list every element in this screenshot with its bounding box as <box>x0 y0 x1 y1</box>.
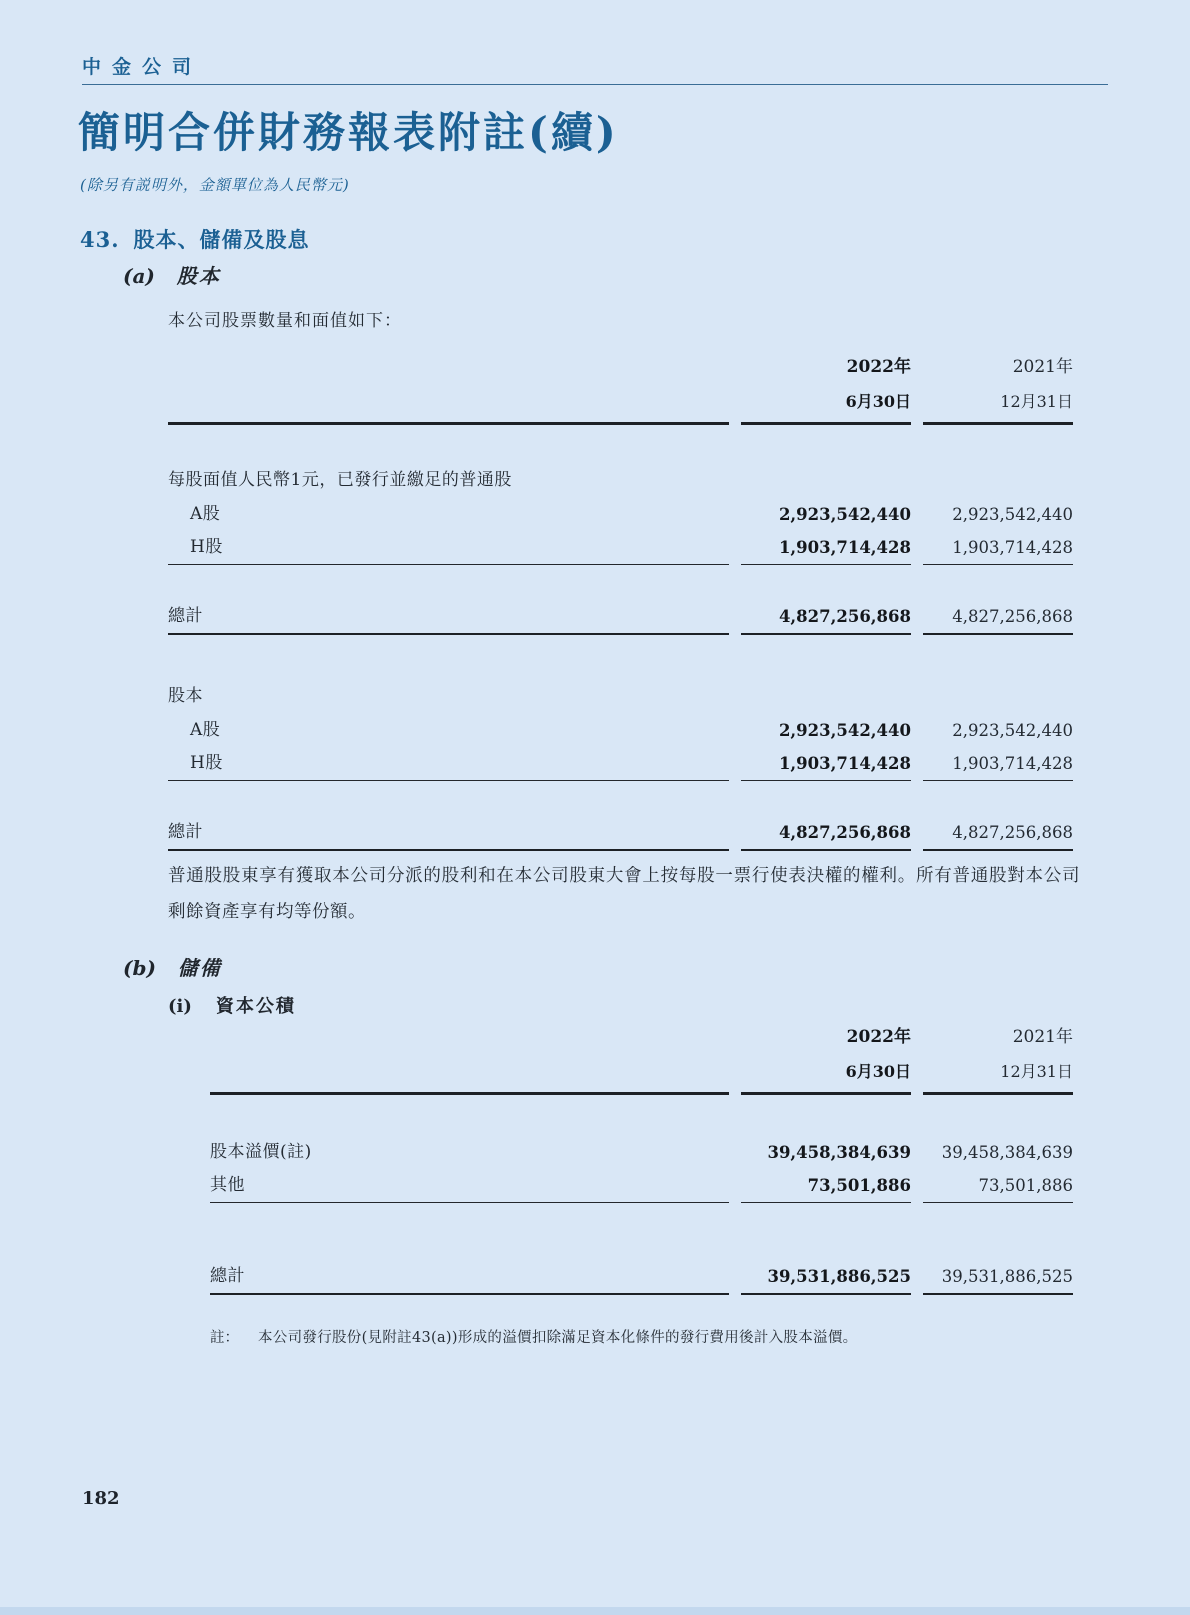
section-number: 43. <box>80 227 120 252</box>
row-value-2021 <box>923 706 1073 713</box>
row-value-2021: 4,827,256,868 <box>923 607 1073 635</box>
capital-reserve-table <box>210 1022 1073 1295</box>
table-spacer <box>210 1095 1073 1135</box>
table-row <box>168 713 1073 747</box>
row-label: 其他 <box>210 1170 729 1203</box>
table-row <box>168 497 1073 531</box>
row-value-2022: 1,903,714,428 <box>741 538 911 565</box>
row-label: A股 <box>190 720 221 740</box>
row-label: H股 <box>168 748 729 781</box>
header-2022-cell <box>741 352 911 425</box>
subsection-b-i-numeral: (i) <box>168 996 192 1017</box>
footnote-label: 註： <box>210 1330 239 1346</box>
date-2022-label: 6月30日 <box>845 392 911 411</box>
row-value-2022: 1,903,714,428 <box>741 754 911 781</box>
table-spacer <box>168 425 1073 463</box>
row-label: 總計 <box>168 817 729 851</box>
row-value-2021: 1,903,714,428 <box>923 538 1073 565</box>
total-row <box>168 601 1073 635</box>
section-title: 股本、儲備及股息 <box>133 227 310 252</box>
table-row <box>168 747 1073 781</box>
row-value-2022: 39,531,886,525 <box>741 1267 911 1295</box>
header-2022-cell <box>741 1022 911 1095</box>
page-number: 182 <box>82 1488 120 1509</box>
row-label: 總計 <box>210 1261 729 1295</box>
row-value-2021: 2,923,542,440 <box>952 505 1073 524</box>
row-value-2021: 73,501,886 <box>923 1176 1073 1203</box>
table-spacer <box>210 1203 1073 1261</box>
row-label: 股本溢價(註) <box>210 1142 312 1162</box>
date-2021-label: 12月31日 <box>1000 1062 1073 1081</box>
row-label: 股本 <box>168 686 203 706</box>
subsection-a-heading <box>123 260 221 289</box>
row-value-2021 <box>923 490 1073 497</box>
year-2021-label: 2021年 <box>1012 357 1073 377</box>
table-header-row <box>168 352 1073 425</box>
section-43-heading <box>80 224 310 254</box>
table-row <box>168 463 1073 497</box>
table-row <box>210 1135 1073 1169</box>
bottom-bar <box>0 1607 1190 1615</box>
subsection-a-letter: (a) <box>123 264 155 288</box>
row-value-2022: 73,501,886 <box>741 1176 911 1203</box>
row-value-2021: 4,827,256,868 <box>923 823 1073 851</box>
share-capital-table <box>168 352 1073 851</box>
row-value-2022: 2,923,542,440 <box>778 721 911 740</box>
year-2022-label: 2022年 <box>846 1027 911 1047</box>
year-2021-label: 2021年 <box>1012 1027 1073 1047</box>
share-capital-intro: 本公司股票數量和面值如下： <box>168 311 402 331</box>
table-header-row <box>210 1022 1073 1095</box>
date-2022-label: 6月30日 <box>845 1062 911 1081</box>
row-label: A股 <box>190 504 221 524</box>
row-label: 每股面值人民幣1元，已發行並繳足的普通股 <box>168 470 512 490</box>
page-title: 簡明合併財務報表附註(續) <box>78 108 619 157</box>
subsection-b-heading <box>123 952 222 981</box>
subsection-b-title: 儲備 <box>177 956 222 980</box>
table-spacer <box>168 565 1073 601</box>
footnote <box>210 1326 1090 1347</box>
row-label: H股 <box>168 532 729 565</box>
row-value-2022 <box>741 490 911 497</box>
company-name: 中金公司 <box>82 56 203 78</box>
header-2021-cell <box>923 1022 1073 1095</box>
subsection-b-i-heading <box>168 992 296 1018</box>
table-row <box>168 679 1073 713</box>
subsection-b-i-title: 資本公積 <box>215 996 296 1017</box>
subsection-b-letter: (b) <box>123 956 156 980</box>
header-label-cell <box>168 412 729 425</box>
row-value-2022 <box>741 706 911 713</box>
date-2021-label: 12月31日 <box>1000 392 1073 411</box>
page-subtitle: (除另有説明外，金額單位為人民幣元) <box>80 176 350 194</box>
row-value-2021: 39,531,886,525 <box>923 1267 1073 1295</box>
subsection-a-title: 股本 <box>176 264 221 288</box>
table-row <box>210 1169 1073 1203</box>
row-value-2022: 4,827,256,868 <box>741 607 911 635</box>
total-row <box>210 1261 1073 1295</box>
row-value-2021: 39,458,384,639 <box>941 1143 1073 1162</box>
row-value-2021: 2,923,542,440 <box>952 721 1073 740</box>
row-value-2022: 39,458,384,639 <box>767 1143 911 1162</box>
year-2022-label: 2022年 <box>846 357 911 377</box>
header-2021-cell <box>923 352 1073 425</box>
table-spacer <box>168 635 1073 679</box>
table-spacer <box>168 781 1073 817</box>
row-label: 總計 <box>168 601 729 635</box>
footnote-text: 本公司發行股份(見附註43(a))形成的溢價扣除滿足資本化條件的發行費用後計入股本溢價。 <box>258 1330 858 1346</box>
row-value-2021: 1,903,714,428 <box>923 754 1073 781</box>
ordinary-shares-paragraph: 普通股股東享有獲取本公司分派的股利和在本公司股東大會上按每股一票行使表決權的權利。所有普通股對本公司剩餘資產享有均等份額。 <box>168 866 1080 923</box>
header-divider <box>82 84 1108 85</box>
total-row <box>168 817 1073 851</box>
row-value-2022: 4,827,256,868 <box>741 823 911 851</box>
row-value-2022: 2,923,542,440 <box>778 505 911 524</box>
header-label-cell <box>210 1082 729 1095</box>
table-row <box>168 531 1073 565</box>
